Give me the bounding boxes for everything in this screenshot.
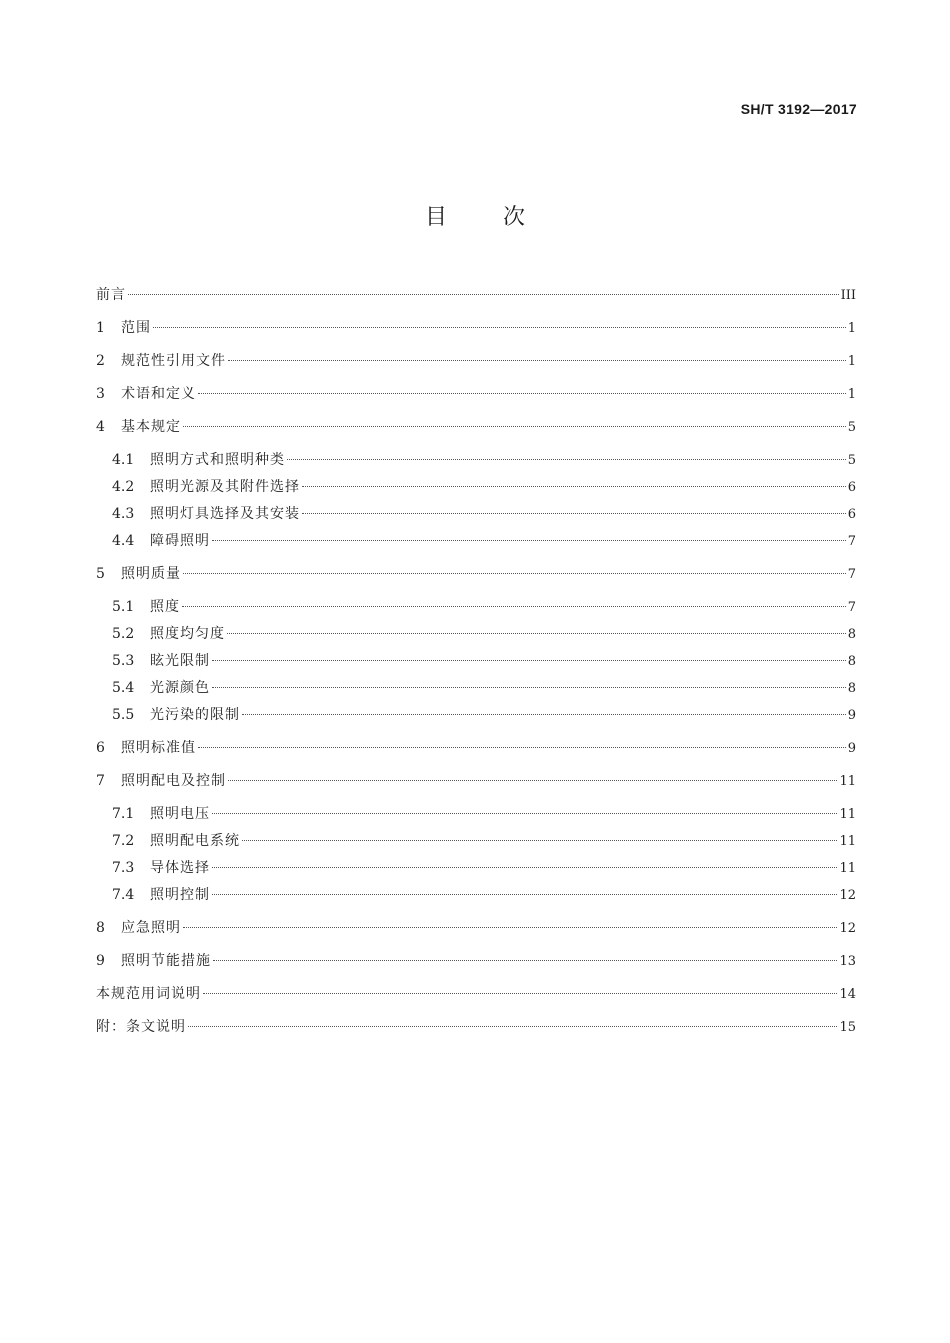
toc-entry-page: 12	[839, 921, 856, 936]
toc-entry-label: 照明电压	[150, 806, 210, 822]
toc-entry[interactable]	[96, 859, 856, 878]
toc-entry-number: 7.4	[112, 887, 135, 903]
toc-entry-label: 障碍照明	[150, 533, 210, 549]
toc-entry[interactable]	[96, 652, 856, 671]
toc-dot-leader	[203, 992, 837, 994]
toc-entry-number: 4.4	[112, 533, 135, 549]
toc-entry-number: 5	[96, 566, 105, 582]
toc-entry-page: 1	[847, 387, 856, 402]
standard-code: SH/T 3192—2017	[740, 101, 857, 117]
toc-entry[interactable]	[96, 772, 856, 791]
toc-entry-number: 8	[96, 920, 105, 936]
toc-entry-label: 照度	[150, 599, 180, 615]
toc-entry[interactable]	[96, 625, 856, 644]
toc-entry[interactable]	[96, 985, 856, 1004]
title-char-2: 次	[503, 205, 526, 230]
toc-entry-label: 照明配电系统	[150, 833, 240, 849]
toc-entry[interactable]	[96, 319, 856, 338]
toc-entry-number: 4.1	[112, 452, 135, 468]
toc-entry[interactable]	[96, 598, 856, 617]
toc-entry-number: 5.5	[112, 707, 135, 723]
toc-entry-label: 照明灯具选择及其安装	[150, 506, 300, 522]
toc-entry-label: 照明光源及其附件选择	[150, 479, 300, 495]
toc-dot-leader	[287, 458, 846, 460]
toc-entry[interactable]	[96, 385, 856, 404]
toc-entry[interactable]	[96, 352, 856, 371]
title-char-1: 目	[424, 205, 447, 230]
toc-entry-page: 12	[839, 888, 856, 903]
toc-entry-label: 照明节能措施	[121, 953, 211, 969]
toc-entry[interactable]	[96, 478, 856, 497]
toc-dot-leader	[182, 605, 846, 607]
toc-entry-label: 基本规定	[121, 419, 181, 435]
toc-dot-leader	[212, 539, 846, 541]
toc-dot-leader	[183, 926, 837, 928]
toc-dot-leader	[198, 746, 846, 748]
toc-entry-label: 附：条文说明	[96, 1019, 186, 1035]
toc-entry[interactable]	[96, 505, 856, 524]
toc-entry-number: 7.2	[112, 833, 135, 849]
toc-dot-leader	[242, 839, 837, 841]
toc-dot-leader	[227, 632, 846, 634]
toc-entry-number: 5.2	[112, 626, 135, 642]
toc-entry-page: 11	[839, 774, 856, 789]
toc-entry-page: 5	[847, 453, 856, 468]
table-of-contents	[96, 286, 856, 1037]
toc-entry-number: 5.3	[112, 653, 135, 669]
toc-entry-label: 范围	[121, 320, 151, 336]
toc-dot-leader	[188, 1025, 837, 1027]
toc-entry-number: 5.1	[112, 599, 135, 615]
toc-dot-leader	[213, 959, 837, 961]
toc-entry-page: 11	[839, 807, 856, 822]
toc-dot-leader	[212, 812, 837, 814]
toc-entry-number: 9	[96, 953, 105, 969]
toc-dot-leader	[228, 359, 846, 361]
toc-dot-leader	[128, 293, 839, 295]
toc-dot-leader	[212, 866, 837, 868]
toc-entry-page: 15	[839, 1020, 856, 1035]
toc-entry-label: 光污染的限制	[150, 707, 240, 723]
toc-entry-page: 8	[847, 654, 856, 669]
toc-entry-label: 照度均匀度	[150, 626, 225, 642]
toc-entry-number: 6	[96, 740, 105, 756]
toc-entry-label: 应急照明	[121, 920, 181, 936]
toc-dot-leader	[228, 779, 837, 781]
toc-entry-label: 规范性引用文件	[121, 353, 226, 369]
toc-entry-label: 照明控制	[150, 887, 210, 903]
toc-entry-page: 6	[847, 480, 856, 495]
toc-entry-page: 5	[847, 420, 856, 435]
toc-entry-number: 2	[96, 353, 105, 369]
toc-dot-leader	[242, 713, 846, 715]
page-title	[0, 200, 950, 231]
toc-entry-page: 9	[847, 741, 856, 756]
toc-entry-label: 导体选择	[150, 860, 210, 876]
toc-entry-page: 7	[847, 567, 856, 582]
toc-entry-page: 8	[847, 627, 856, 642]
toc-entry-label: 照明质量	[121, 566, 181, 582]
toc-dot-leader	[198, 392, 846, 394]
toc-entry-page: 7	[847, 600, 856, 615]
toc-entry-label: 光源颜色	[150, 680, 210, 696]
toc-entry-number: 4	[96, 419, 105, 435]
toc-entry-label: 照明配电及控制	[121, 773, 226, 789]
toc-entry[interactable]	[96, 286, 856, 305]
toc-entry-number: 4.3	[112, 506, 135, 522]
toc-entry-label: 前言	[96, 287, 126, 303]
toc-entry-number: 3	[96, 386, 105, 402]
toc-entry-page: 8	[847, 681, 856, 696]
toc-entry-number: 7	[96, 773, 105, 789]
toc-entry-number: 1	[96, 320, 105, 336]
toc-entry-number: 5.4	[112, 680, 135, 696]
toc-entry-label: 本规范用词说明	[96, 986, 201, 1002]
toc-dot-leader	[153, 326, 846, 328]
toc-entry[interactable]	[96, 679, 856, 698]
toc-entry[interactable]	[96, 1018, 856, 1037]
toc-entry[interactable]	[96, 919, 856, 938]
toc-entry[interactable]	[96, 451, 856, 470]
toc-entry[interactable]	[96, 886, 856, 905]
toc-dot-leader	[212, 893, 837, 895]
toc-entry-page: 1	[847, 354, 856, 369]
toc-dot-leader	[302, 512, 846, 514]
toc-dot-leader	[302, 485, 846, 487]
toc-entry-number: 7.1	[112, 806, 135, 822]
toc-entry[interactable]	[96, 706, 856, 725]
toc-entry-page: 9	[847, 708, 856, 723]
toc-entry-number: 4.2	[112, 479, 135, 495]
toc-entry-label: 术语和定义	[121, 386, 196, 402]
toc-entry-page: 13	[839, 954, 856, 969]
toc-entry-label: 眩光限制	[150, 653, 210, 669]
toc-dot-leader	[183, 425, 846, 427]
toc-entry-label: 照明方式和照明种类	[150, 452, 285, 468]
toc-entry-page: 1	[847, 321, 856, 336]
toc-entry[interactable]	[96, 832, 856, 851]
toc-entry[interactable]	[96, 532, 856, 551]
toc-entry-page: 6	[847, 507, 856, 522]
toc-dot-leader	[212, 686, 846, 688]
toc-entry-label: 照明标准值	[121, 740, 196, 756]
toc-entry[interactable]	[96, 805, 856, 824]
toc-entry-page: 11	[839, 861, 856, 876]
toc-entry-number: 7.3	[112, 860, 135, 876]
toc-dot-leader	[183, 572, 846, 574]
toc-entry-page: 7	[847, 534, 856, 549]
toc-entry[interactable]	[96, 952, 856, 971]
toc-entry[interactable]	[96, 565, 856, 584]
toc-entry[interactable]	[96, 418, 856, 437]
toc-entry-page: 14	[839, 987, 856, 1002]
toc-entry-page: 11	[839, 834, 856, 849]
toc-entry[interactable]	[96, 739, 856, 758]
toc-entry-page: III	[840, 288, 856, 303]
toc-dot-leader	[212, 659, 846, 661]
